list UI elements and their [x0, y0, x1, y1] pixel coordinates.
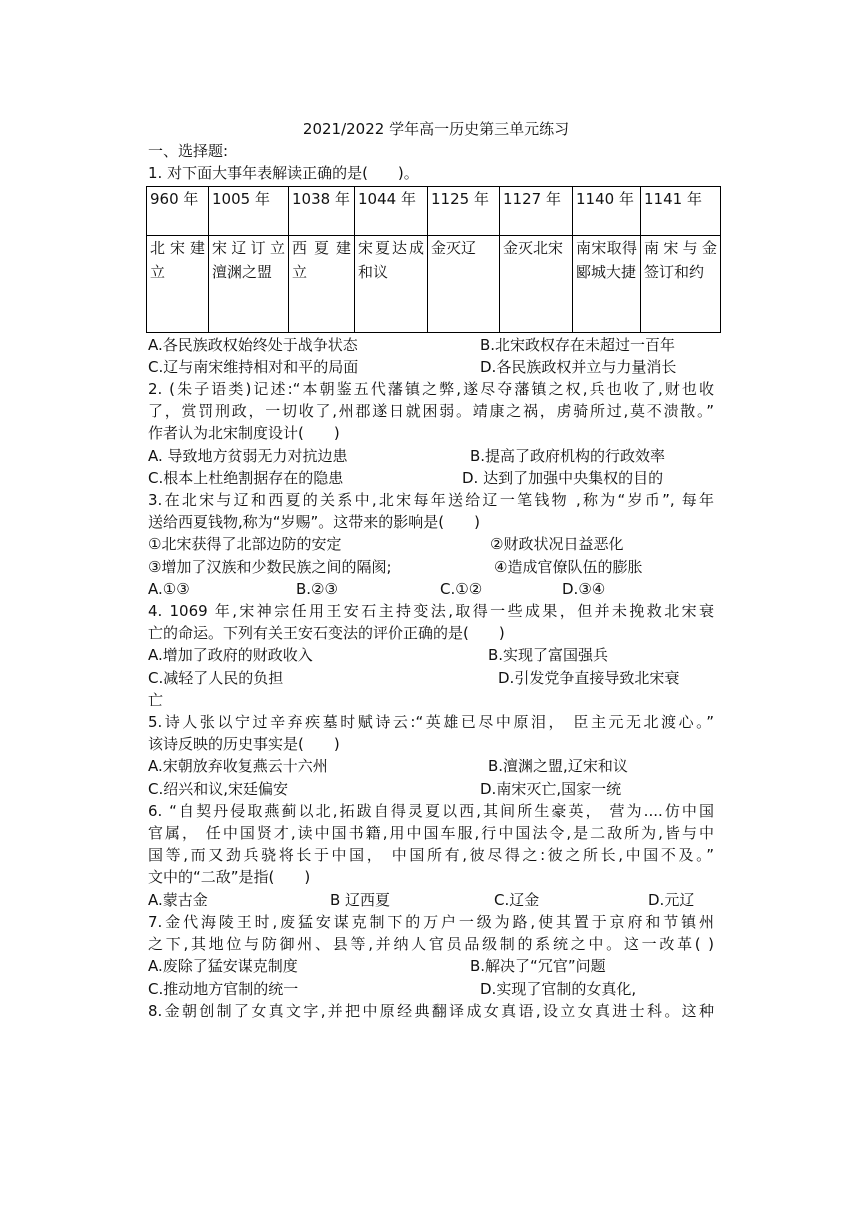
- q3-statement-1: ①北宋获得了北部边防的安定: [148, 535, 342, 554]
- table-cell-year: 1005 年: [209, 186, 289, 235]
- q4-option-c: C.减轻了人民的负担: [148, 668, 284, 687]
- table-cell-year: 1044 年: [355, 186, 428, 235]
- q8-stem-line-1: 8.金朝创制了女真文字,并把中原经典翻译成女真语,设立女真进士科。这种: [148, 1001, 714, 1020]
- q6-option-a: A.蒙古金: [148, 890, 208, 909]
- q5-stem-line-1: 5.诗人张以宁过辛弃疾墓时赋诗云:“英雄已尽中原泪， 臣主元无北渡心。”: [148, 713, 714, 732]
- q3-statements-row-2: [148, 556, 714, 578]
- table-cell-year: 1038 年: [289, 186, 355, 235]
- table-cell-event: 南宋与金签订和约: [641, 235, 721, 332]
- q1-option-d: D.各民族政权并立与力量消长: [480, 357, 677, 376]
- q4-option-d-continued: 亡: [148, 690, 164, 709]
- q6-options-row: [148, 889, 714, 911]
- q3-statements-row-1: [148, 533, 714, 555]
- chronology-table: [146, 186, 721, 333]
- q2-stem-line-3: 作者认为北宋制度设计( ): [148, 424, 340, 443]
- q7-option-c: C.推动地方官制的统一: [148, 979, 299, 998]
- table-cell-year: 1127 年: [500, 186, 573, 235]
- q7-options-row-2: [148, 978, 714, 1000]
- table-cell-year: 1141 年: [641, 186, 721, 235]
- section-heading: 一、选择题:: [148, 142, 229, 161]
- q3-stem-line-1: 3.在北宋与辽和西夏的关系中,北宋每年送给辽一笔钱物 ,称为“岁币”, 每年: [148, 491, 714, 510]
- table-cell-event: 金灭北宋: [500, 235, 573, 332]
- q2-options-row-1: [148, 445, 714, 467]
- q3-statement-3: ③增加了汉族和少数民族之间的隔阂;: [148, 557, 392, 576]
- q2-option-c: C.根本上杜绝割据存在的隐患: [148, 468, 344, 487]
- q3-stem-line-2: 送给西夏钱物,称为“岁赐”。这带来的影响是( ): [148, 513, 481, 532]
- q2-option-a: A. 导致地方贫弱无力对抗边患: [148, 446, 348, 465]
- q5-option-b: B.澶渊之盟,辽宋和议: [488, 757, 628, 776]
- table-cell-event: 北宋建立: [147, 235, 209, 332]
- table-cell-event: 南宋取得郾城大捷: [573, 235, 641, 332]
- table-cell-event: 金灭辽: [428, 235, 500, 332]
- q4-option-d: D.引发党争直接导致北宋衰: [498, 668, 680, 687]
- table-cell-year: 1125 年: [428, 186, 500, 235]
- q5-option-a: A.宋朝放弃收复燕云十六州: [148, 757, 328, 776]
- q6-option-b: B 辽西夏: [330, 890, 391, 909]
- table-cell-event: 宋夏达成和议: [355, 235, 428, 332]
- q3-option-c: C.①②: [440, 579, 483, 598]
- q1-option-b: B.北宋政权存在未超过一百年: [480, 335, 676, 354]
- q4-option-a: A.增加了政府的财政收入: [148, 646, 313, 665]
- q6-option-d: D.元辽: [648, 890, 695, 909]
- q1-options-row-2: [148, 356, 714, 378]
- q3-option-d: D.③④: [562, 579, 606, 598]
- q7-option-d: D.实现了官制的女真化,: [480, 979, 637, 998]
- q5-options-row-2: [148, 778, 714, 800]
- q7-option-b: B.解决了“冗官”问题: [470, 957, 606, 976]
- q1-options-row-1: [148, 334, 714, 356]
- q4-stem-line-2: 亡的命运。下列有关王安石变法的评价正确的是( ): [148, 624, 505, 643]
- q4-stem-line-1: 4. 1069 年,宋神宗任用王安石主持变法,取得一些成果，但并未挽救北宋衰: [148, 602, 714, 621]
- q5-option-d: D.南宋灭亡,国家一统: [480, 779, 622, 798]
- q5-option-c: C.绍兴和议,宋廷偏安: [148, 779, 289, 798]
- q3-statement-4: ④造成官僚队伍的膨胀: [494, 557, 643, 576]
- q6-option-c: C.辽金: [494, 890, 540, 909]
- q7-stem-line-1: 7.金代海陵王时,废猛安谋克制下的万户一级为路,使其置于京府和节镇州: [148, 912, 714, 931]
- q2-stem-line-1: 2. (朱子语类)记述:“本朝鉴五代藩镇之弊,遂尽夺藩镇之权,兵也收了,财也收: [148, 380, 714, 399]
- q2-options-row-2: [148, 467, 714, 489]
- q7-option-a: A.废除了猛安谋克制度: [148, 957, 298, 976]
- q1-option-c: C.辽与南宋维持相对和平的局面: [148, 357, 359, 376]
- q5-options-row-1: [148, 755, 714, 777]
- q7-options-row-1: [148, 955, 714, 977]
- q3-option-a: A.①③: [148, 579, 190, 598]
- page-title: 2021/2022 学年高一历史第三单元练习: [302, 120, 570, 138]
- q2-option-b: B.提高了政府机构的行政效率: [470, 446, 666, 465]
- table-cell-event: 宋辽订立澶渊之盟: [209, 235, 289, 332]
- table-cell-year: 1140 年: [573, 186, 641, 235]
- q1-stem: 1. 对下面大事年表解读正确的是( )。: [148, 164, 419, 183]
- q2-option-d: D. 达到了加强中央集权的目的: [462, 468, 664, 487]
- q6-stem-line-1: 6. “自契丹侵取燕蓟以北,拓跋自得灵夏以西,其间所生豪英， 营为....仿中国: [148, 801, 714, 820]
- q2-stem-line-2: 了，赏罚刑政，一切收了,州郡遂日就困弱。靖康之祸，虏骑所过,莫不溃散。”: [148, 402, 714, 421]
- q4-options-row-1: [148, 644, 714, 666]
- q5-stem-line-2: 该诗反映的历史事实是( ): [148, 735, 340, 754]
- q4-option-b: B.实现了富国强兵: [488, 646, 609, 665]
- q3-option-b: B.②③: [296, 579, 338, 598]
- q6-stem-line-2: 官属， 任中国贤才,读中国书籍,用中国车服,行中国法令,是二敌所为,皆与中: [148, 824, 714, 843]
- q7-stem-line-2: 之下,其地位与防御州、县等,并纳人官员品级制的系统之中。这一改革( ): [148, 935, 714, 954]
- q3-options-row: [148, 578, 714, 600]
- q6-stem-line-4: 文中的“二敌”是指( ): [148, 868, 311, 887]
- q6-stem-line-3: 国等,而又劲兵骁将长于中国， 中国所有,彼尽得之:彼之所长,中国不及。”: [148, 846, 714, 865]
- document-page: [148, 118, 717, 1022]
- q3-statement-2: ②财政状况日益恶化: [490, 535, 624, 554]
- table-cell-year: 960 年: [147, 186, 209, 235]
- q4-options-row-2: [148, 667, 714, 689]
- table-cell-event: 西夏建立: [289, 235, 355, 332]
- q1-option-a: A.各民族政权始终处于战争状态: [148, 335, 358, 354]
